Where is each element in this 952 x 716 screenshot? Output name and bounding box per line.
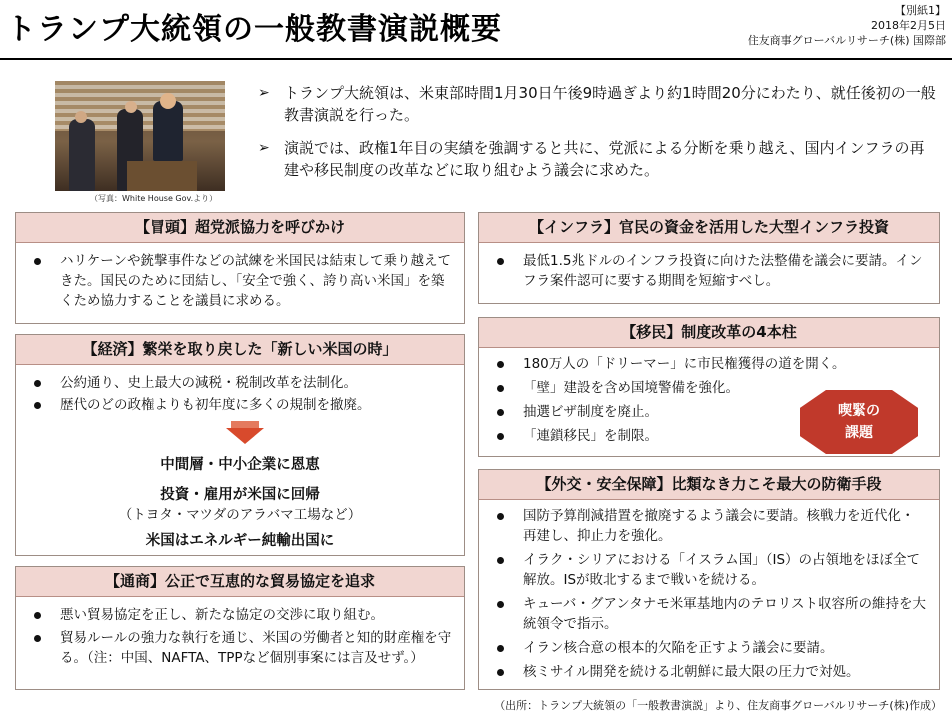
bullet-list bbox=[16, 243, 464, 311]
president-head bbox=[160, 93, 176, 109]
bullet-icon bbox=[497, 669, 504, 676]
bullet-list bbox=[479, 243, 939, 291]
bullet-list bbox=[16, 597, 464, 668]
bullet-icon bbox=[34, 612, 41, 619]
intro-summary bbox=[258, 82, 938, 192]
header-meta bbox=[748, 3, 946, 48]
bullet-list bbox=[479, 500, 939, 682]
list-item: 抽選ビザ制度を廃止。 bbox=[495, 402, 927, 422]
title-divider bbox=[0, 58, 952, 60]
section-title: 【通商】公正で互恵的な貿易協定を追求 bbox=[16, 567, 464, 597]
bullet-list bbox=[16, 365, 464, 415]
section-security bbox=[478, 469, 940, 690]
bullet-icon bbox=[34, 380, 41, 387]
intro-text: トランプ大統領は、米東部時間1月30日午後9時過ぎより約1時間20分にわたり、就任後初の一般教書演説を行った。 bbox=[284, 84, 936, 124]
section-title: 【インフラ】官民の資金を活用した大型インフラ投資 bbox=[479, 213, 939, 243]
economy-result: 米国はエネルギー純輸出国に bbox=[145, 533, 335, 549]
economy-result: 中間層・中小企業に恩恵 bbox=[160, 457, 320, 473]
bullet-icon bbox=[497, 258, 504, 265]
bullet-icon bbox=[497, 601, 504, 608]
publisher: 住友商事グローバルリサーチ(株) 国際部 bbox=[747, 34, 946, 47]
president-figure bbox=[153, 101, 183, 161]
speech-photo bbox=[55, 81, 225, 191]
list-item: 国防予算削減措置を撤廃するよう議会に要請。核戦力を近代化・再建し、抑止力を強化。 bbox=[495, 506, 927, 546]
list-item: ハリケーンや銃撃事件などの試練を米国民は結束して乗り越えてきた。国民のために団結し、「安全で強く、誇り高い米国」を築くため協力することを議員に求める。 bbox=[32, 251, 452, 311]
list-item: 貿易ルールの強力な執行を通じ、米国の労働者と知的財産権を守る。（注：中国、NAFTA、TPPなど個別事案には言及せず。） bbox=[32, 628, 452, 668]
intro-text: 演説では、政権1年目の実績を強調すると共に、党派による分断を乗り越え、国内インフラの再建や移民制度の改革などに取り組むよう議会に求めた。 bbox=[284, 139, 925, 179]
section-title: 【外交・安全保障】比類なき力こそ最大の防衛手段 bbox=[479, 470, 939, 500]
section-title: 【移民】制度改革の4本柱 bbox=[479, 318, 939, 348]
section-opening bbox=[15, 212, 465, 324]
section-title: 【冒頭】超党派協力を呼びかけ bbox=[16, 213, 464, 243]
list-item: 公約通り、史上最大の減税・税制改革を法制化。 bbox=[32, 373, 452, 393]
bullet-icon bbox=[34, 258, 41, 265]
attachment-tag: 【別紙1】 bbox=[895, 4, 946, 17]
report-date: 2018年2月5日 bbox=[871, 19, 946, 32]
bullet-icon bbox=[497, 513, 504, 520]
economy-result-note: （トヨタ・マツダのアラバマ工場など） bbox=[118, 507, 362, 523]
speaker-head-left bbox=[125, 101, 137, 113]
economy-result: 投資・雇用が米国に回帰 bbox=[160, 487, 320, 503]
down-arrow-icon bbox=[226, 428, 264, 444]
list-item: 悪い貿易協定を正し、新たな協定の交渉に取り組む。 bbox=[32, 605, 452, 625]
page-title: トランプ大統領の一般教書演説概要 bbox=[6, 12, 502, 47]
list-item: キューバ・グアンタナモ米軍基地内のテロリスト収容所の維持を大統領令で指示。 bbox=[495, 594, 927, 634]
arrow-bullet-icon: ➢ bbox=[258, 85, 270, 101]
section-economy bbox=[15, 334, 465, 556]
list-item: 歴代のどの政権よりも初年度に多くの規制を撤廃。 bbox=[32, 395, 452, 415]
list-item: 180万人の「ドリーマー」に市民権獲得の道を開く。 bbox=[495, 354, 927, 374]
source-note: （出所：トランプ大統領の「一般教書演説」より、住友商事グローバルリサーチ(株)作成） bbox=[494, 699, 942, 712]
badge-text: 喫緊の 課題 bbox=[838, 403, 880, 441]
photo-caption: （写真：White House Gov.より） bbox=[90, 194, 218, 203]
list-item: イラン核合意の根本的欠陥を正すよう議会に要請。 bbox=[495, 638, 927, 658]
podium bbox=[127, 161, 197, 191]
list-item: 「連鎖移民」を制限。 bbox=[495, 426, 927, 446]
list-item: 核ミサイル開発を続ける北朝鮮に最大限の圧力で対処。 bbox=[495, 662, 927, 682]
bullet-icon bbox=[34, 635, 41, 642]
audience-figure bbox=[69, 119, 95, 191]
section-title: 【経済】繁栄を取り戻した「新しい米国の時」 bbox=[16, 335, 464, 365]
bullet-icon bbox=[497, 645, 504, 652]
bullet-icon bbox=[497, 557, 504, 564]
urgent-issue-badge bbox=[800, 390, 918, 454]
bullet-icon bbox=[497, 433, 504, 440]
list-item: 「壁」建設を含め国境警備を強化。 bbox=[495, 378, 927, 398]
bullet-icon bbox=[497, 361, 504, 368]
bullet-icon bbox=[497, 409, 504, 416]
intro-point bbox=[258, 137, 938, 181]
list-item: 最低1.5兆ドルのインフラ投資に向けた法整備を議会に要請。インフラ案件認可に要する期間を短縮すべし。 bbox=[495, 251, 927, 291]
bullet-icon bbox=[34, 402, 41, 409]
section-infrastructure bbox=[478, 212, 940, 304]
section-trade bbox=[15, 566, 465, 690]
arrow-bullet-icon: ➢ bbox=[258, 140, 270, 156]
bullet-icon bbox=[497, 385, 504, 392]
intro-point bbox=[258, 82, 938, 126]
list-item: イラク・シリアにおける「イスラム国」（IS）の占領地をほぼ全て解放。ISが敗北するまで戦いを続ける。 bbox=[495, 550, 927, 590]
audience-head bbox=[75, 111, 87, 123]
